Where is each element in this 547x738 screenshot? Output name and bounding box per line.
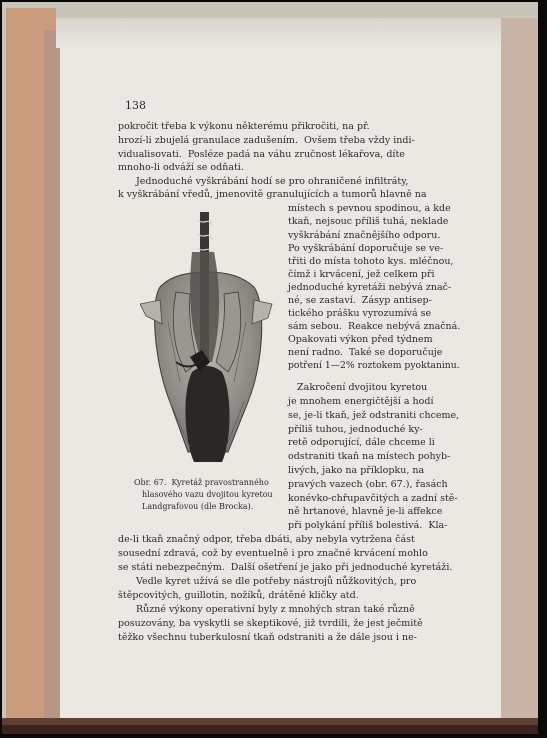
text-line-column: Opakovati výkon před týdnem (288, 334, 433, 345)
text-line: posuzovány, ba vyskytli se skeptikové, již tvrdili, že jest ječmitě (118, 618, 423, 629)
text-line-column: třiti do místa tohoto kys. mléčnou, (288, 256, 454, 267)
text-line: hrozí-li zbujelá granulace zadušením. Ovšem třeba vždy indi- (118, 135, 415, 146)
text-line: těžko všechnu tuberkulosní tkaň odstraniti a že dále jsou i ne- (118, 632, 417, 643)
text-line-column: tického prášku vyrozumívá se (288, 308, 432, 319)
text-line: Jednoduché vyškrábání hodí se pro ohraničené infiltráty, (136, 176, 409, 187)
text-line-column: retě odporující, dále chceme li (288, 437, 435, 448)
text-line-column: livých, jako na příklopku, na (288, 465, 425, 476)
text-line-column: je mnohem energičtější a hodí (288, 396, 434, 407)
page-stack-right-outer (500, 18, 538, 726)
text-line: vidualisovati. Posléze padá na váhu zručnost lékařova, díte (118, 149, 405, 160)
caption-line: Landgrafovou (dle Brocka). (142, 502, 254, 511)
text-line: se státi nebezpečným. Další ošetření je jako při jednoduché kyretáži. (118, 562, 453, 573)
text-line: Vedle kyret užívá se dle potřeby nástrojů nůžkovitých, pro (136, 576, 417, 587)
text-line-column: čímž i krvácení, jež celkem při (288, 269, 435, 280)
text-line-column: sám sebou. Reakce nebývá značná. (288, 321, 461, 332)
text-line-column: ně hrtanové, hlavně je-li affekce (288, 506, 443, 517)
text-line-column: konévko-chřupavčitých a zadní stě- (288, 493, 458, 504)
text-line-column: odstraniti tkaň na místech pohyb- (288, 451, 451, 462)
figure-larynx-curette (140, 212, 275, 474)
text-line-column: vyškrábání značnějšího odporu. (288, 230, 441, 241)
text-line-column: místech s pevnou spodinou, a kde (288, 203, 451, 214)
text-line-column: jednoduché kyretáži nebývá znač- (288, 282, 452, 293)
text-line-column: pravých vazech (obr. 67.), řasách (288, 479, 448, 490)
text-line: k vyškrábání vředů, jmenovitě granulujících a tumorů hlavně na (118, 189, 427, 200)
text-line-column: při polykání příliš bolestivá. Kla- (288, 520, 448, 531)
text-line-column: tkaň, nejsouc příliš tuhá, neklade (288, 216, 449, 227)
text-line: sousední zdravá, což by eventuelně i pro značné krvácení mohlo (118, 548, 428, 559)
text-line-column: Po vyškrábání doporučuje se ve- (288, 243, 444, 254)
text-line: de-li tkaň značný odpor, třeba dbáti, aby nebyla vytržena část (118, 534, 415, 545)
page-top-shade (56, 18, 501, 48)
text-line-column: se, je-li tkaň, jež odstraniti chceme, (288, 410, 460, 421)
text-line: štěpcovitých, guillotin, nožíků, drátěné kličky atd. (118, 590, 359, 601)
text-line: pokročit třeba k výkonu některému přikročiti, na př. (118, 121, 370, 132)
text-line-column: není radno. Také se doporučuje (288, 347, 443, 358)
text-line-column: né, se zastaví. Zásyp antisep- (288, 295, 432, 306)
gutter-strip (44, 30, 60, 720)
text-line-column: příliš tuhou, jednoduché ky- (288, 424, 423, 435)
text-line: mnoho-li odváží se odňati. (118, 162, 244, 173)
page-number: 138 (125, 99, 146, 112)
text-line-column: potření 1—2% roztokem pyoktaninu. (288, 360, 460, 371)
caption-line: Obr. 67. Kyretáž pravostranného (134, 478, 269, 487)
text-line-column: Zakročení dvojitou kyretou (288, 382, 428, 393)
bottom-band (2, 725, 538, 734)
caption-line: hlasového vazu dvojitou kyretou (142, 490, 273, 499)
text-line: Různé výkony operativní byly z mnohých stran také různě (136, 604, 415, 615)
